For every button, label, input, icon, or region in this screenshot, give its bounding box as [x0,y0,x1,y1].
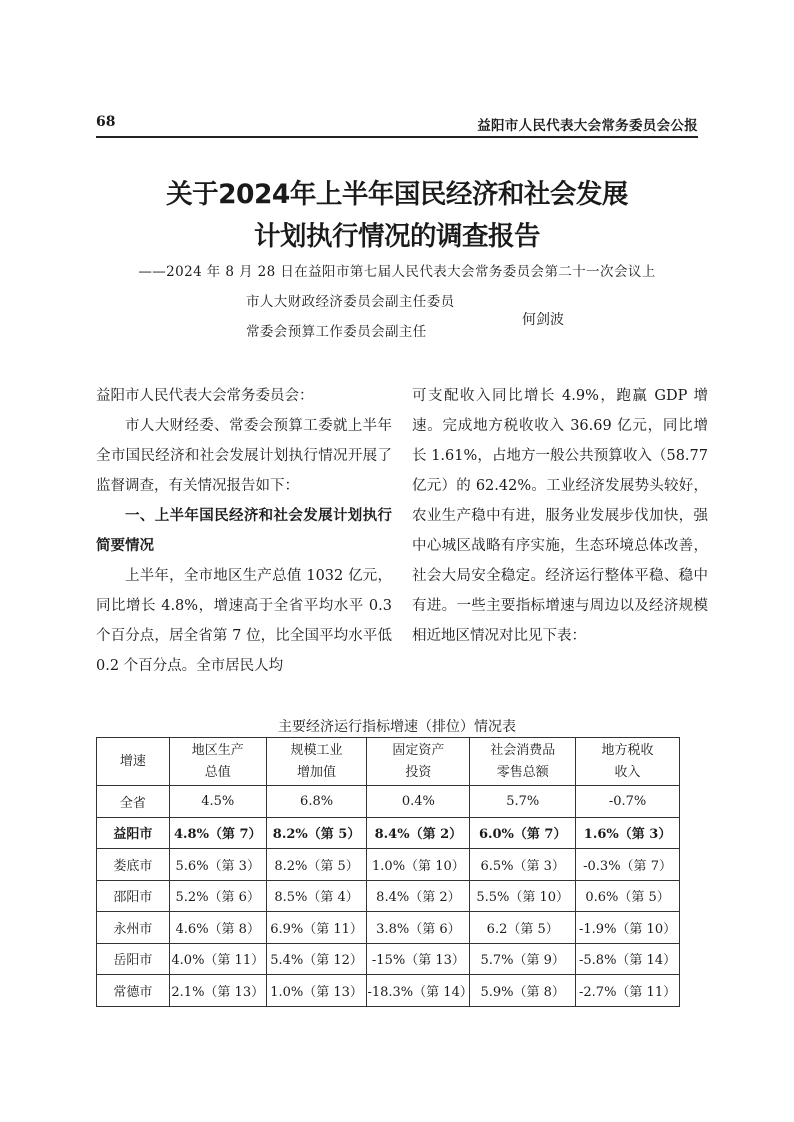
table-row [97,975,680,1007]
table-cell: -15%（第 13） [367,943,470,975]
header-line: 投资 [405,764,432,780]
header-cell [470,738,576,786]
report-title-line-2: 计划执行情况的调查报告 [254,221,540,252]
table-cell: 8.4%（第 2） [367,880,470,912]
row-label: 永州市 [97,912,170,944]
table-cell: 4.8%（第 7） [169,817,266,849]
row-label: 全省 [97,786,170,818]
table-cell: 1.0%（第 13） [266,975,367,1007]
table-cell: 5.7%（第 9） [470,943,576,975]
table-cell: -5.8%（第 14） [576,943,680,975]
table-cell: 6.5%（第 3） [470,849,576,881]
header-line: 增速 [119,753,146,769]
table-row [97,786,680,818]
table-cell: 0.4% [367,786,470,818]
table-cell: -0.3%（第 7） [576,849,680,881]
table-cell: 5.7% [470,786,576,818]
subtitle-occasion: ——2024 年 8 月 28 日在益阳市第七届人民代表大会常务委员会第二十一次会议上 [138,264,656,280]
header-cell [169,738,266,786]
table-cell: 5.6%（第 3） [169,849,266,881]
table-cell: 8.4%（第 2） [367,817,470,849]
table-row [97,912,680,944]
table-cell: -1.9%（第 10） [576,912,680,944]
header-line: 增加值 [297,764,337,780]
intro-paragraph: 市人大财经委、常委会预算工委就上半年全市国民经济和社会发展计划执行情况开展了监督调查，有关情况报告如下： [96,418,392,494]
table-cell: 6.8% [266,786,367,818]
header-line: 零售总额 [496,764,549,780]
header-line: 社会消费品 [490,742,556,758]
report-title-line-1: 关于2024年上半年国民经济和社会发展 [166,179,628,210]
header-line: 地区生产 [191,742,244,758]
header-rule [96,136,698,138]
table-cell: 0.6%（第 5） [576,880,680,912]
table-row [97,943,680,975]
page-number: 68 [96,114,116,130]
table-cell: -2.7%（第 11） [576,975,680,1007]
table-row-highlight [97,817,680,849]
section-heading: 一、上半年国民经济和社会发展计划执行简要情况 [96,508,392,554]
table-cell: 4.0%（第 11） [169,943,266,975]
header-cell [97,738,170,786]
table-cell: 1.6%（第 3） [576,817,680,849]
table-cell: 6.0%（第 7） [470,817,576,849]
row-label: 娄底市 [97,849,170,881]
table-cell: 5.5%（第 10） [470,880,576,912]
table-cell: 6.2（第 5） [470,912,576,944]
row-label: 岳阳市 [97,943,170,975]
table-cell: 5.2%（第 6） [169,880,266,912]
right-column [412,381,708,651]
table-row [97,849,680,881]
table-cell: 6.9%（第 11） [266,912,367,944]
header-cell [367,738,470,786]
subtitle-role-1: 市人大财政经济委员会副主任委员 [246,294,455,310]
row-label: 常德市 [97,975,170,1007]
row-label: 邵阳市 [97,880,170,912]
header-cell [266,738,367,786]
table-cell: 5.9%（第 8） [470,975,576,1007]
salutation: 益阳市人民代表大会常务委员会： [96,388,314,404]
left-column [96,381,392,681]
table-cell: 5.4%（第 12） [266,943,367,975]
table-header-row [97,738,680,786]
body-paragraph: 上半年，全市地区生产总值 1032 亿元，同比增长 4.8%，增速高于全省平均水平 0.3 个百分点，居全省第 7 位，比全国平均水平低 0.2 个百分点。全市居民人均 [96,568,392,674]
author-name: 何剑波 [522,312,564,328]
table-cell: 1.0%（第 10） [367,849,470,881]
table-cell: 4.5% [169,786,266,818]
table-cell: -0.7% [576,786,680,818]
header-line: 地方税收 [601,742,654,758]
table-caption: 主要经济运行指标增速（排位）情况表 [278,719,516,735]
indicator-table [96,737,680,1007]
row-label: 益阳市 [97,817,170,849]
table-cell: 8.2%（第 5） [266,849,367,881]
table-row [97,880,680,912]
header-cell [576,738,680,786]
table-cell: 2.1%（第 13） [169,975,266,1007]
subtitle-role-2: 常委会预算工作委员会副主任 [246,324,427,340]
header-line: 收入 [614,764,641,780]
header-line: 固定资产 [392,742,445,758]
table-cell: 8.5%（第 4） [266,880,367,912]
table-cell: 8.2%（第 5） [266,817,367,849]
publication-title: 益阳市人民代表大会常务委员会公报 [477,118,698,134]
header-line: 规模工业 [290,742,343,758]
running-header [96,112,698,134]
table-cell: -18.3%（第 14） [367,975,470,1007]
header-line: 总值 [204,764,231,780]
table-cell: 4.6%（第 8） [169,912,266,944]
table-cell: 3.8%（第 6） [367,912,470,944]
body-paragraph-continued: 可支配收入同比增长 4.9%，跑赢 GDP 增速。完成地方税收收入 36.69 亿元，同比增长 1.61%，占地方一般公共预算收入（58.77 亿元）的 62.42%。工业经济发展势头较好，农业生产稳中有进，服务业发展步伐加快，强中心城区战略有序实施，生态环境总体改善，社会大局安全稳定。经济运行整体平稳、稳中有进。一些主要指标增速与周边以及经济规模相近地区情况对比见下表： [412,388,708,644]
